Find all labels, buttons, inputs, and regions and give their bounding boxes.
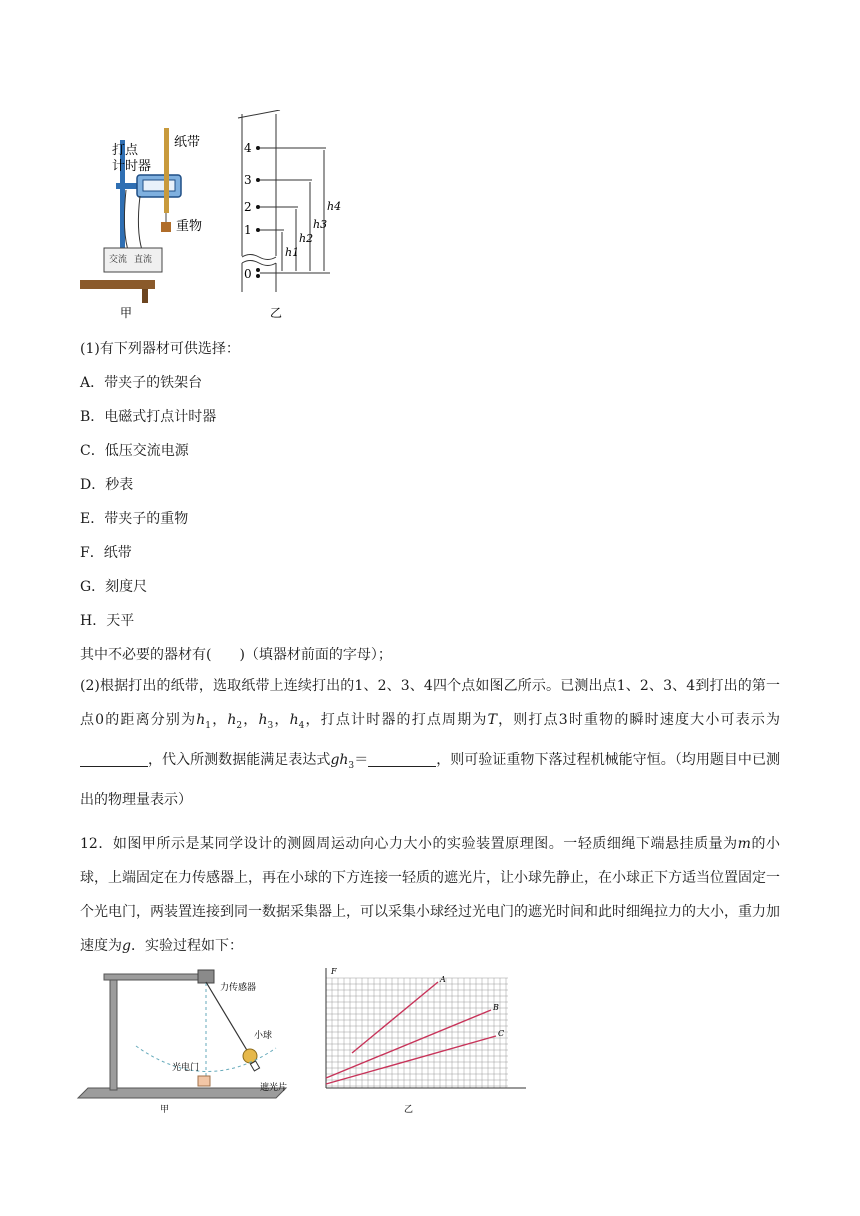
label-shade: 遮光片	[260, 1083, 288, 1093]
height-label-h2: h2	[299, 232, 314, 245]
table-top	[80, 280, 155, 289]
label-timer-line2: 计时器	[112, 159, 152, 174]
label-weight: 重物	[176, 219, 203, 234]
q12-paragraph: 12．如图甲所示是某同学设计的测圆周运动向心力大小的实验装置原理图。一轻质细绳下端悬挂质量为m的小球，上端固定在力传感器上，再在小球的下方连接一轻质的遮光片，让小球先静止，在小球正下方适当位置固定一个光电门，两装置连接到同一数据采集器上，可以采集小球经过光电门的遮光时间和此时细绳拉力的大小，重力加速度为g．实验过程如下：	[80, 836, 781, 954]
weight-block	[161, 222, 171, 232]
figure-free-fall-apparatus	[80, 110, 360, 320]
tape-point-2: 2	[244, 200, 252, 214]
paper-tape	[164, 128, 169, 213]
force-sensor	[198, 970, 214, 983]
answer-blank-expression[interactable]	[368, 750, 436, 767]
caption-yi-2: 乙	[404, 1105, 414, 1115]
label-tape: 纸带	[174, 135, 201, 150]
graph-line-label-B: B	[493, 1003, 499, 1012]
tape-point-0: 0	[244, 267, 252, 281]
option-h: H．天平	[80, 613, 135, 629]
q1-prompt: 其中不必要的器材有( )（填器材前面的字母）；	[80, 647, 392, 663]
label-ball: 小球	[254, 1031, 273, 1041]
label-photogate: 光电门	[172, 1063, 200, 1073]
tape-point-4: 4	[244, 141, 252, 155]
q2-paragraph: (2)根据打出的纸带，选取纸带上连续打出的1、2、3、4四个点如图乙所示。已测出点1、2、3、4到打出的第一点0的距离分别为$h_1$，$h_2$，$h_3$，$h_4$，打点计时器的打点周期为T，则打点3时重物的瞬时速度大小可表示为，代入所测数据能满足表达式$gh_3=$ ，则可验证重物下落过程机械能守恒。（均用题目中已测出的物理量表示）	[80, 678, 781, 808]
force-graph	[326, 968, 526, 1088]
height-label-h1: h1	[285, 246, 300, 259]
option-f: F．纸带	[80, 545, 132, 561]
option-c: C．低压交流电源	[80, 443, 189, 459]
tape-diagram	[238, 110, 341, 320]
q1-intro: (1)有下列器材可供选择：	[80, 341, 240, 357]
tape-point-1: 1	[244, 223, 252, 237]
height-label-h4: h4	[327, 200, 342, 213]
caption-yi: 乙	[270, 306, 283, 320]
axis-label-f: F	[331, 967, 337, 976]
label-dc: 直流	[134, 255, 153, 265]
label-ac: 交流	[109, 255, 128, 265]
option-b: B．电磁式打点计时器	[80, 409, 217, 425]
option-e: E．带夹子的重物	[80, 511, 189, 527]
option-d: D．秒表	[80, 477, 134, 493]
answer-blank-velocity[interactable]	[80, 750, 148, 767]
tape-point-3: 3	[244, 173, 252, 187]
label-force-sensor: 力传感器	[220, 983, 257, 993]
graph-line-label-A: A	[440, 975, 446, 984]
option-g: G．刻度尺	[80, 579, 148, 595]
photogate	[198, 1076, 210, 1086]
graph-line-A	[352, 982, 438, 1053]
caption-jia-2: 甲	[160, 1105, 170, 1115]
figure-circular-motion	[76, 966, 536, 1116]
height-label-h3: h3	[313, 218, 328, 231]
graph-line-label-C: C	[498, 1029, 505, 1038]
option-a: A．带夹子的铁架台	[80, 375, 203, 391]
label-timer-line1: 打点	[112, 143, 139, 158]
caption-jia: 甲	[120, 306, 133, 320]
